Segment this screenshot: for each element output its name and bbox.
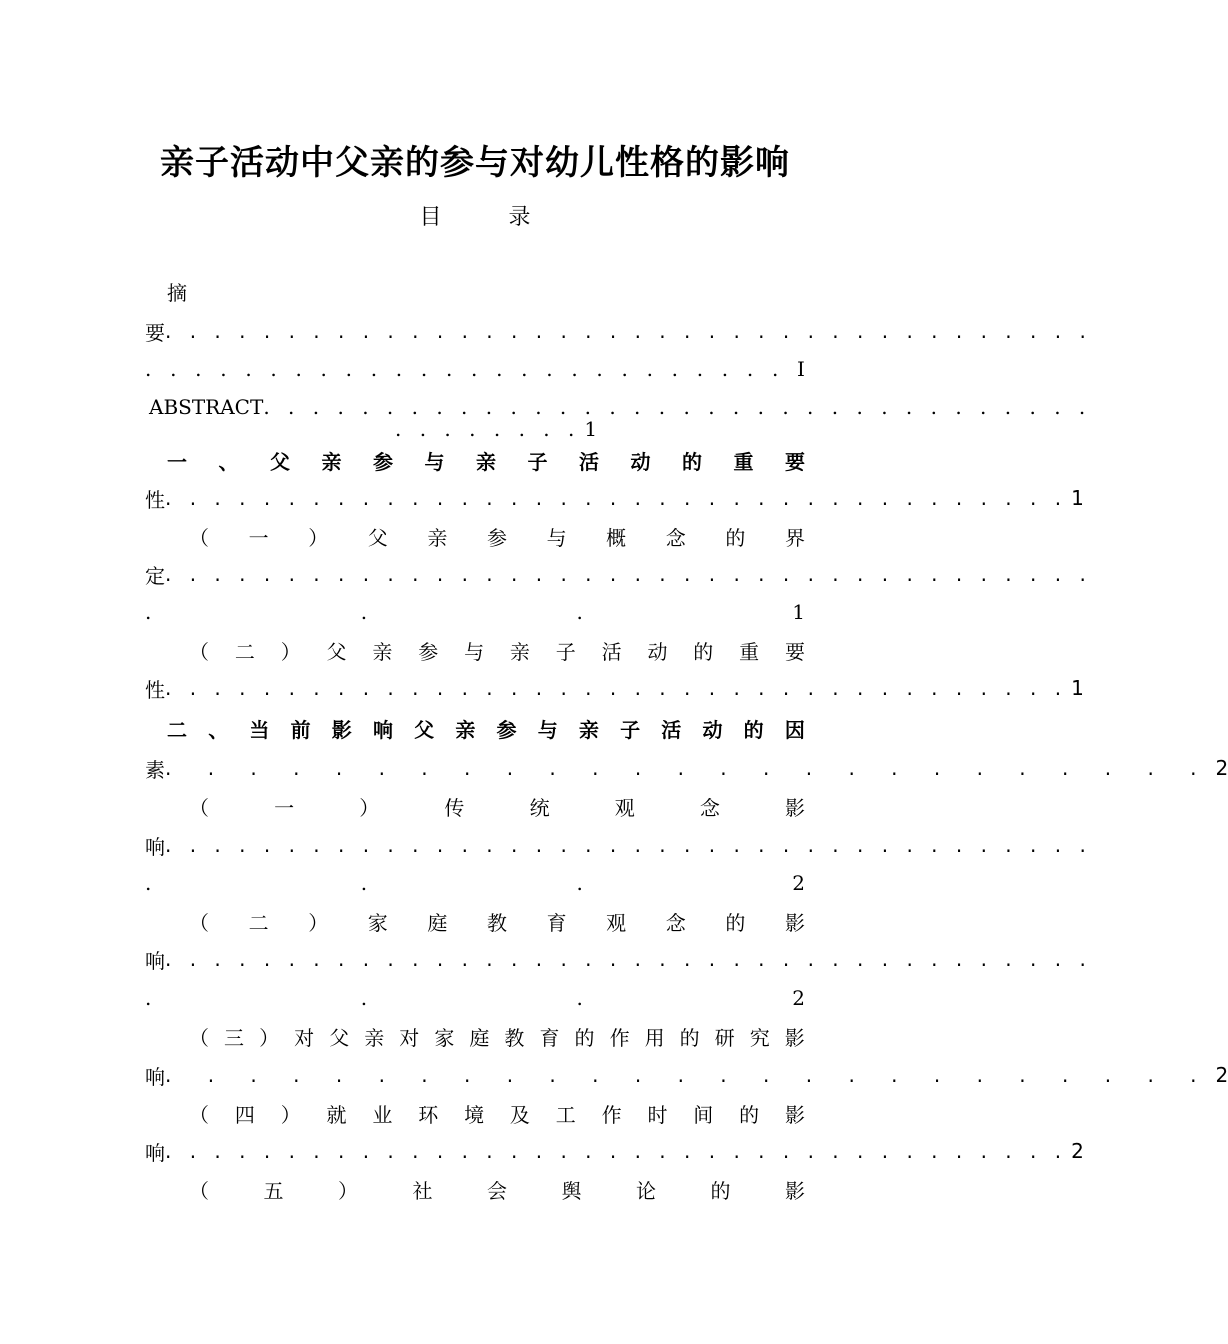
toc-section-1-tail[interactable]: 性 . . . . . . . . . . . . . . . . . . . . . . . . . . . . . . . . . . . . . 1 [145, 486, 1084, 512]
toc-section-2-tail[interactable]: 素 . . . . . . . . . . . . . . . . . . . . . . . . . 2 [145, 756, 1228, 782]
toc-subsection-1-2-tail[interactable]: 性 . . . . . . . . . . . . . . . . . . . . . . . . . . . . . . . . . . . . . 1 [145, 676, 1084, 702]
toc-leader-dots: . . . . . . . . . . . . . . . . . . . . . . . . . . . . . . . . . . [263, 395, 1092, 419]
toc-subsection-2-5-title[interactable]: （ 五 ） 社 会 舆 论 的 影 [189, 1178, 805, 1203]
toc-section-1-title[interactable]: 一 、 父 亲 参 与 亲 子 活 动 的 重 要 [167, 449, 805, 474]
toc-entry-abstract-cn-head[interactable] [145, 272, 805, 310]
toc-leader-dots: . . . . . . . . . . . . . . . . . . . . . . . . . . . . . . . . . . . . . . [165, 562, 1092, 586]
toc-page-number: 2 [1071, 1139, 1084, 1163]
toc-entry-abstract-en-page [145, 414, 805, 444]
toc-subsection-1-1-page: . . . 1 [145, 600, 805, 624]
toc-page-number: I [797, 357, 805, 381]
toc-entry-abstract-cn-page [145, 350, 805, 388]
toc-leader-dots: . . . . . . . . . . . . . . . . . . . . . . . . . [165, 1063, 1212, 1087]
toc-subsection-2-1-tail[interactable]: 响 . . . . . . . . . . . . . . . . . . . . . . . . . . . . . . . . . . . . . . [145, 833, 1092, 859]
toc-subsection-2-3-title[interactable]: （ 三 ） 对 父 亲 对 家 庭 教 育 的 作 用 的 研 究 影 [189, 1025, 805, 1050]
toc-leader-dots: . . . . . . . . . . . . . . . . . . . . . . . . . . . . . . . . . . . . . . [165, 947, 1092, 971]
toc-subsection-2-1-page: . . . 2 [145, 871, 805, 895]
toc-subsection-2-4-title[interactable]: （ 四 ） 就 业 环 境 及 工 作 时 间 的 影 [189, 1102, 805, 1127]
toc-page-number: 2 [792, 986, 805, 1010]
document-title: 亲子活动中父亲的参与对幼儿性格的影响 [160, 143, 790, 183]
toc-entry-label: 要 [145, 320, 165, 345]
toc-leader-dots: . . . . . . . . . . . . . . . . . . . . . . . . . . . . . . . . . . . . . . [165, 319, 1092, 343]
toc-page-number: 2 [1215, 1063, 1228, 1087]
toc-leader-dots: . . . . . . . . . . . . . . . . . . . . . . . . . . I [145, 357, 805, 381]
toc-leader-dots: . . . . . . . . . . . . . . . . . . . . . . . . . . . . . . . . . . . . . [165, 486, 1068, 510]
toc-subsection-2-2-title[interactable]: （ 二 ） 家 庭 教 育 观 念 的 影 [189, 910, 805, 935]
toc-page-number: 2 [792, 871, 805, 895]
toc-leader-dots: . . . . . . . . [395, 417, 581, 441]
table-of-contents [145, 0, 1228, 1344]
toc-leader-dots: . . . . . . . . . . . . . . . . . . . . . . . . . . . . . . . . . . . . . . [165, 833, 1092, 857]
toc-subsection-2-4-tail[interactable]: 响 . . . . . . . . . . . . . . . . . . . . . . . . . . . . . . . . . . . . . 2 [145, 1139, 1084, 1165]
toc-entry-label: 摘 [167, 280, 187, 305]
toc-entry-abstract-cn-tail[interactable] [145, 312, 1092, 350]
toc-entry-label: ABSTRACT [149, 395, 264, 419]
toc-subsection-2-2-tail[interactable]: 响 . . . . . . . . . . . . . . . . . . . . . . . . . . . . . . . . . . . . . . [145, 947, 1092, 973]
toc-heading: 目 录 [419, 205, 561, 230]
toc-subsection-2-3-tail[interactable]: 响 . . . . . . . . . . . . . . . . . . . . . . . . . 2 [145, 1063, 1228, 1089]
toc-section-2-title[interactable]: 二 、 当 前 影 响 父 亲 参 与 亲 子 活 动 的 因 [167, 717, 805, 742]
toc-page-number: 1 [584, 417, 598, 441]
toc-page-number: 1 [792, 600, 805, 624]
toc-subsection-2-1-title[interactable]: （ 一 ） 传 统 观 念 影 [189, 795, 805, 820]
toc-page-number: 1 [1071, 676, 1084, 700]
toc-subsection-1-1-tail[interactable]: 定 . . . . . . . . . . . . . . . . . . . . . . . . . . . . . . . . . . . . . . [145, 562, 1092, 588]
toc-page-number: 2 [1215, 756, 1228, 780]
toc-leader-dots: . . . . . . . . . . . . . . . . . . . . . . . . . . . . . . . . . . . . . [165, 676, 1068, 700]
toc-subsection-1-1-title[interactable]: （ 一 ） 父 亲 参 与 概 念 的 界 [189, 525, 805, 550]
toc-leader-dots: . . . . . . . . . . . . . . . . . . . . . . . . . [165, 756, 1212, 780]
toc-subsection-2-2-page: . . . 2 [145, 986, 805, 1010]
toc-leader-dots: . . . . . . . . . . . . . . . . . . . . . . . . . . . . . . . . . . . . . [165, 1139, 1068, 1163]
toc-page-number: 1 [1071, 486, 1084, 510]
toc-subsection-1-2-title[interactable]: （ 二 ） 父 亲 参 与 亲 子 活 动 的 重 要 [189, 639, 805, 664]
